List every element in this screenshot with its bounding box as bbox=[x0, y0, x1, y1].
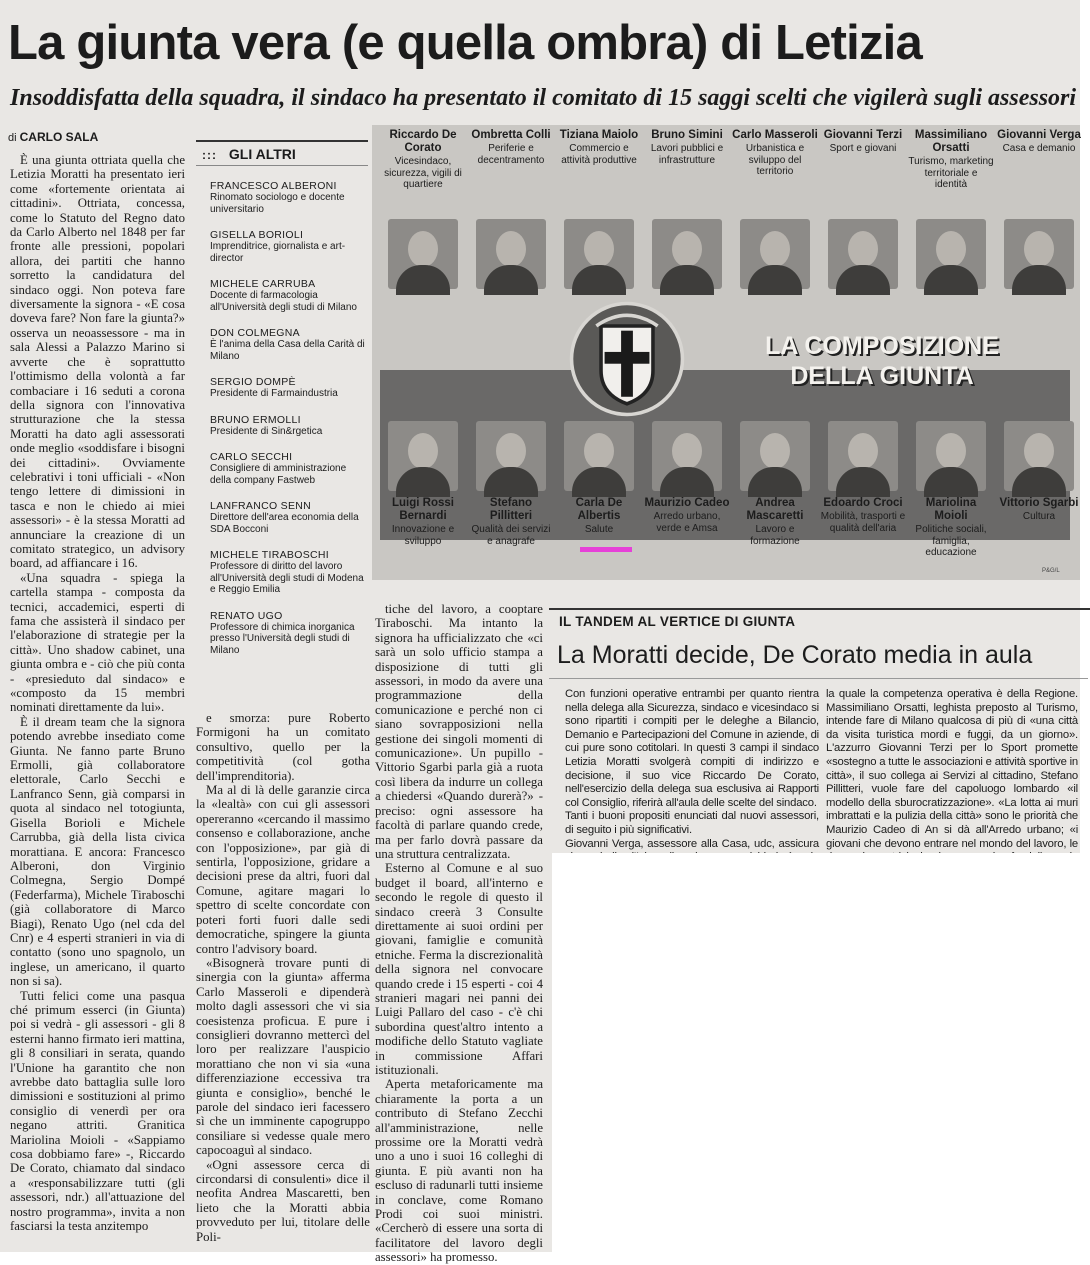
portrait-head bbox=[584, 433, 614, 469]
portrait-photo bbox=[388, 421, 458, 491]
altri-person bbox=[210, 327, 368, 362]
portrait-body bbox=[924, 467, 978, 497]
article-column-4 bbox=[375, 602, 543, 1265]
portrait-photo bbox=[828, 421, 898, 491]
portrait-photo bbox=[916, 421, 986, 491]
portrait-body bbox=[660, 265, 714, 295]
giunta-member bbox=[556, 129, 642, 166]
gli-altri-heading bbox=[196, 140, 368, 166]
portrait-head bbox=[760, 433, 790, 469]
altri-person bbox=[210, 180, 368, 215]
giunta-member bbox=[380, 497, 466, 547]
portrait-photo bbox=[564, 421, 634, 491]
altri-person-name: RENATO UGO bbox=[210, 609, 283, 622]
giunta-member bbox=[732, 497, 818, 547]
portrait-body bbox=[748, 467, 802, 497]
altri-person-desc: Professore di diritto del lavoro all'Università degli studi di Modena e Reggio Emilia bbox=[210, 561, 364, 595]
member-name: Tiziana Maiolo bbox=[559, 129, 639, 141]
giunta-member bbox=[996, 497, 1082, 523]
altri-person-desc: Professore di chimica inorganica presso l'Università degli studi di Milano bbox=[210, 621, 355, 656]
altri-person-desc: Presidente di Sin&rgetica bbox=[210, 425, 323, 437]
member-role: Commercio e attività produttive bbox=[561, 143, 637, 166]
member-role: Salute bbox=[584, 524, 614, 535]
giunta-member bbox=[644, 497, 730, 534]
altri-person bbox=[210, 549, 368, 596]
tandem-section-label: IL TANDEM AL VERTICE DI GIUNTA bbox=[549, 608, 1090, 629]
altri-person-desc: È l'anima della Casa della Carità di Milano bbox=[210, 339, 365, 362]
portrait-photo bbox=[476, 219, 546, 289]
member-role: Casa e demanio bbox=[1002, 143, 1076, 154]
altri-person-name: SERGIO DOMPÈ bbox=[210, 376, 296, 388]
giunta-graphic bbox=[372, 125, 1080, 580]
member-name: Maurizio Cadeo bbox=[644, 497, 730, 509]
portrait-photo bbox=[564, 219, 634, 289]
altri-person-name: MICHELE CARRUBA bbox=[210, 278, 316, 290]
portrait-photo bbox=[652, 219, 722, 289]
altri-person bbox=[210, 451, 368, 486]
portrait-head bbox=[848, 433, 878, 469]
member-role: Vicesindaco, sicurezza, vigili di quartiere bbox=[384, 156, 462, 190]
member-role: Politiche sociali, famiglia, educazione bbox=[915, 524, 987, 558]
portrait-body bbox=[572, 265, 626, 295]
altri-person-name: BRUNO ERMOLLI bbox=[210, 413, 301, 426]
member-role: Mobilità, trasporti e qualità dell'aria bbox=[820, 511, 906, 534]
portrait-photo bbox=[916, 219, 986, 289]
portrait-head bbox=[936, 231, 966, 267]
altri-person bbox=[210, 376, 368, 400]
altri-person-desc: Consigliere di amministrazione della company Fastweb bbox=[210, 463, 347, 486]
portrait-head bbox=[848, 231, 878, 267]
article-paragraph: È il dream team che la signora potendo avrebbe insediato come Giunta. Ne fanno parte Bruno Ermolli, già collaboratore elettorale, Carlo Secchi e Lanfranco Senn, già comparsi in quota al sindaco nel totogiunta, Gisella Borioli e Michele Carrubba, già della lista civica morattiana. E ancora: Francesco Alberoni, don Virginio Colmegna, Sergio Dompé (Federfarma), Michele Tiraboschi (già collaboratore di Marco Biagi), Renato Ugo (nel cda del Cnr) e 4 esperti stranieri in via di contatto (sono uno spagnolo, un inglese, un americano, il quarto non si sa). bbox=[10, 714, 185, 989]
member-name: Riccardo De Corato bbox=[389, 129, 457, 154]
altri-person bbox=[210, 229, 368, 264]
portrait-head bbox=[672, 231, 702, 267]
gli-altri-list bbox=[210, 180, 368, 656]
altri-person-desc: Rinomato sociologo e docente universitario bbox=[210, 192, 345, 215]
giunta-member bbox=[908, 497, 994, 559]
tandem-paragraph: Tanti i buoni propositi enunciati dal nuovi assessori, di seguito i più significativi. bbox=[565, 810, 819, 836]
tandem-column-2 bbox=[826, 688, 1078, 848]
portrait-body bbox=[396, 265, 450, 295]
article-paragraph: tiche del lavoro, a cooptare Tiraboschi. Ma intanto la signora ha ufficializzato che «ci sarà un solo ufficio stampa a disposizione di tutti gli assessori, in modo da avere una programmazione della comunicazione e perché non ci siano sovrapposizioni nella gestione dei singoli momenti di comunicazione». Un pupillo - Vittorio Sgarbi parla già a ruota così libera da indurre un collega a chiedersi «Quando durerà?» - preciso: ogni assessore ha facoltà di parlare quando crede, ma per farlo dovrà passare da una struttura centralizzata. bbox=[375, 602, 543, 861]
portrait-body bbox=[1012, 265, 1066, 295]
giunta-member bbox=[644, 129, 730, 166]
giunta-member bbox=[820, 497, 906, 534]
altri-person-desc: Docente di farmacologia all'Università degli studi di Milano bbox=[210, 290, 357, 313]
member-role: Lavoro e formazione bbox=[750, 524, 800, 547]
article-paragraph: «Ogni assessore cerca di circondarsi di consulenti» dice il neofita Andrea Mascaretti, ben lieto che la Moratti abbia provveduto per lui, titolare delle Poli- bbox=[196, 1157, 370, 1244]
article-column-3 bbox=[196, 711, 370, 1244]
member-name: Stefano Pillitteri bbox=[489, 497, 533, 522]
member-role: Innovazione e sviluppo bbox=[391, 524, 455, 547]
portrait-photo bbox=[740, 219, 810, 289]
member-name: Carla De Albertis bbox=[575, 497, 623, 522]
altri-person bbox=[210, 414, 368, 438]
portrait-head bbox=[760, 231, 790, 267]
member-name: Ombretta Colli bbox=[471, 129, 551, 141]
byline-author: CARLO SALA bbox=[19, 130, 99, 144]
article-column-1 bbox=[10, 153, 185, 1243]
altri-person-name: DON COLMEGNA bbox=[210, 327, 300, 339]
portrait-photo bbox=[476, 421, 546, 491]
portrait-body bbox=[924, 265, 978, 295]
giunta-title-line: DELLA GIUNTA bbox=[790, 362, 974, 390]
article-paragraph: Esterno al Comune e al suo budget il board, all'interno e secondo le regole di questo il sindaco creerà 3 Consulte direttamente ai suoi ordini per giovani, famiglie e comunità etniche. Ferma la discrezionalità della signora nel convocare quando crede i 15 esperti - coi 4 stranieri magari nei panni dei Luigi Pallaro del caso - c'è chi subordina quest'altro intento a modifiche dello Statuto vagliate in commissione Affari istituzionali. bbox=[375, 861, 543, 1077]
member-name: Bruno Simini bbox=[651, 129, 723, 141]
gli-altri-title: GLI ALTRI bbox=[228, 146, 296, 162]
article-paragraph: Aperta metaforicamente ma chiaramente la porta a un contributo di Stefano Zecchi all'amministrazione, nelle prossime ore la Moratti vedrà uno a uno i suoi 16 colleghi di giunta. E più avanti non ha escluso di radunarli tutti insieme in conclave, come Romano Prodi coi suoi ministri. «Cercherò di essere una sorta di facilitatore del lavoro degli assessori» ha promesso. bbox=[375, 1077, 543, 1265]
giunta-title-line: LA COMPOSIZIONE bbox=[765, 332, 999, 360]
article-paragraph: È una giunta ottriata quella che Letizia Moratti ha presentato ieri come «fortemente orientata ai cittadini». Ottriata, concessa, come lo Statuto del Regno dato da Carlo Alberto nel 1848 per far fronte alle pressioni, popolari allora, dei partiti che hanno sorretto la candidatura del sindaco oggi. Non poteva fare diversamente la signora - «E cosa doveva fare? Non fare la giunta?» osserva un neoassessore - ma in sala Alessi a Palazzo Marino si avverte che è soprattutto l'ottimismo della volontà a far combaciare i 16 seduti a corona della signora con l'innovativa strutturazione che la stessa Moratti ha dato agli assessorati onde meglio «soddisfare i bisogni dei cittadini». Ovviamente celebrativi i toni ufficiali - «Non tengo lettere di dimissioni in tasca e non le chiedo ai miei assessori» - è la stessa Moratti ad annunciare la creazione di un comitato strategico, un advisory board, ad affiancare i 16. bbox=[10, 153, 185, 571]
member-role: Arredo urbano, verde e Amsa bbox=[653, 511, 721, 534]
member-role: Lavori pubblici e infrastrutture bbox=[650, 143, 724, 166]
portrait-body bbox=[660, 467, 714, 497]
altri-person-desc: Imprenditrice, giornalista e art-director bbox=[210, 241, 346, 264]
member-role: Urbanistica e sviluppo del territorio bbox=[745, 143, 805, 177]
subheadline: Insoddisfatta della squadra, il sindaco ha presentato il comitato di 15 saggi scelti che vigilerà sugli assessori bbox=[10, 85, 1077, 111]
member-name: Vittorio Sgarbi bbox=[999, 497, 1079, 509]
byline-prefix: di bbox=[8, 132, 17, 144]
giunta-member bbox=[556, 497, 642, 536]
portrait-head bbox=[936, 433, 966, 469]
altri-person-desc: Presidente di Farmaindustria bbox=[210, 388, 338, 399]
tandem-column-1 bbox=[565, 688, 819, 848]
giunta-member bbox=[468, 129, 554, 166]
portrait-head bbox=[672, 433, 702, 469]
portrait-body bbox=[836, 265, 890, 295]
giunta-member bbox=[732, 129, 818, 178]
giunta-member bbox=[820, 129, 906, 155]
portrait-photo bbox=[388, 219, 458, 289]
tandem-paragraph: Con funzioni operative entrambi per quanto rientra nella delega alla Sicurezza, sindaco e vicesindaco si sono ripartiti i compiti per le deleghe a Bilancio, Demanio e Partecipazioni del Comune in aziende, di cui pure sono cotitolari. In questi 3 campi il sindaco Letizia Moratti svolgerà compiti di indirizzo e decisione, il suo vice Riccardo De Corato, nell'esercizio della delega sua esclusiva ai Rapporti col Consiglio, riferirà all'aula delle scelte del sindaco. bbox=[565, 688, 819, 809]
giunta-member bbox=[468, 497, 554, 547]
altri-person-desc: Direttore dell'area economia della SDA Bocconi bbox=[210, 512, 359, 535]
milan-crest-icon bbox=[568, 300, 686, 418]
altri-person-name: CARLO SECCHI bbox=[210, 451, 293, 463]
portrait-body bbox=[484, 467, 538, 497]
dots-icon: ::: bbox=[202, 148, 217, 162]
portrait-body bbox=[484, 265, 538, 295]
highlight-mark bbox=[580, 547, 632, 552]
headline: La giunta vera (e quella ombra) di Letizia bbox=[8, 16, 922, 70]
article-paragraph: «Bisognerà trovare punti di sinergia con la giunta» afferma Carlo Masseroli e dipenderà molto dagli assessori che vi sia coesistenza proficua. E pure i consiglieri dovranno mettercì del loro per realizzare l'auspicio morattiano che non vi sia «una differenziazione eccessiva tra giunta e consiglio», benché le parole del sindaco ieri facessero sì che un imminente capogruppo consiliare si vedesse quale mero capocoaguì al sindaco. bbox=[196, 955, 370, 1158]
photo-credit: P&G/L bbox=[1042, 568, 1060, 574]
member-role: Sport e giovani bbox=[829, 143, 897, 154]
portrait-photo bbox=[740, 421, 810, 491]
altri-person bbox=[210, 610, 368, 657]
member-role: Qualità dei servizi e anagrafe bbox=[471, 524, 551, 547]
portrait-body bbox=[396, 467, 450, 497]
altri-person-name: MICHELE TIRABOSCHI bbox=[210, 549, 329, 561]
tandem-text: Giovanni Verga, assessore alla Casa, udc, assicura bbox=[565, 837, 819, 850]
altri-person-name: LANFRANCO SENN bbox=[210, 500, 312, 512]
tandem-paragraph: la quale la competenza operativa è della Regione. Massimiliano Orsatti, leghista preposto al Turismo, intende fare di Milano qualcosa di più di «una città da visita turistica mordi e fuggi, da un giorno». L'azzurro Giovanni Terzi per lo Sport promette «sostegno a tutte le associazioni e attività sportive in città», il suo collega ai Servizi al cittadino, Stefano Pillitteri, vuole fare del capoluogo lombardo «il modello della sburocratizzazione». «La lotta ai muri imbrattati e la pulizia della città» sono le priorità che Maurizio Cadeo di An si dà all'Arredo urbano; «i giovani che devono entrare nel mondo del lavoro, le bbox=[826, 688, 1078, 850]
portrait-photo bbox=[828, 219, 898, 289]
portrait-photo bbox=[1004, 219, 1074, 289]
byline bbox=[8, 130, 98, 144]
member-name: Massimiliano Orsatti bbox=[914, 129, 988, 154]
giunta-member bbox=[996, 129, 1082, 155]
portrait-body bbox=[836, 467, 890, 497]
portrait-head bbox=[408, 231, 438, 267]
portrait-head bbox=[1024, 433, 1054, 469]
member-name: Andrea Mascaretti bbox=[746, 497, 804, 522]
portrait-photo bbox=[652, 421, 722, 491]
member-role: Periferie e decentramento bbox=[477, 143, 545, 166]
gli-altri-box bbox=[196, 140, 368, 700]
altri-person-name: FRANCESCO ALBERONI bbox=[210, 180, 337, 192]
altri-person bbox=[210, 500, 368, 535]
portrait-head bbox=[496, 433, 526, 469]
portrait-head bbox=[496, 231, 526, 267]
article-paragraph: e smorza: pure Roberto Formigoni ha un comitato consultivo, quello per la competitività (col gotha dell'imprenditoria). bbox=[196, 711, 370, 783]
portrait-head bbox=[1024, 231, 1054, 267]
giunta-member bbox=[908, 129, 994, 191]
giunta-member bbox=[380, 129, 466, 191]
portrait-body bbox=[572, 467, 626, 497]
member-name: Giovanni Verga bbox=[997, 129, 1081, 141]
member-name: Luigi Rossi Bernardi bbox=[392, 497, 454, 522]
tandem-title: La Moratti decide, De Corato media in aula bbox=[549, 628, 1088, 679]
article-paragraph: «Una squadra - spiega la cartella stampa - composta da tecnici, accademici, esperti di fama che assisterà il sindaco per l'elaborazione di strategie per la città». Uno shadow cabinet, una giunta ombra e - ciò che più conta - «presieduto dal sindaco» e «composto da 15 membri nominati direttamente da lui». bbox=[10, 570, 185, 715]
article-paragraph: Ma al di là delle garanzie circa la «lealtà» con cui gli assessori opereranno «cercando il massimo consenso e collaborazione, anche con l'opposizione», par già di sentirla, l'opposizione, gridare a decisioni prese da altri, fuori dal Comune, agitare magari lo spettro di scelte concordate con poteri forti fuori dalle sedi democratiche, spingere la giunta contro l'advisory board. bbox=[196, 783, 370, 956]
article-paragraph: Tutti felici come una pasqua ché primum esserci (in Giunta) poi si vedrà - gli assessori - gli 8 esterni hanno firmato ieri mattina, gli 8 consiliari in serata, quando l'Unione ha garantito che non avrebbe dato battaglia sulle loro dimissioni e sostituzioni al primo consiglio di venerdì per ora negano attriti. Granitica Mariolina Moioli - «Sappiamo cosa dobbiamo fare» -, Riccardo De Corato, chiamato dal sindaco a «responsabilizzare tutti (gli assessori, ndr.) all'attuazione del nostro programma», invita a non fasciarsi la testa anzitempo bbox=[10, 988, 185, 1234]
member-role: Turismo, marketing territoriale e identità bbox=[908, 156, 994, 190]
member-name: Edoardo Croci bbox=[823, 497, 903, 509]
portrait-head bbox=[584, 231, 614, 267]
member-name: Mariolina Moioli bbox=[925, 497, 977, 522]
portrait-head bbox=[408, 433, 438, 469]
altri-person bbox=[210, 278, 368, 313]
blank-area bbox=[552, 853, 1088, 1252]
member-role: Cultura bbox=[1022, 511, 1056, 522]
altri-person-name: GISELLA BORIOLI bbox=[210, 229, 304, 241]
portrait-body bbox=[748, 265, 802, 295]
member-name: Carlo Masseroli bbox=[732, 129, 818, 141]
portrait-photo bbox=[1004, 421, 1074, 491]
portrait-body bbox=[1012, 467, 1066, 497]
giunta-title bbox=[732, 331, 1032, 391]
member-name: Giovanni Terzi bbox=[823, 129, 903, 141]
